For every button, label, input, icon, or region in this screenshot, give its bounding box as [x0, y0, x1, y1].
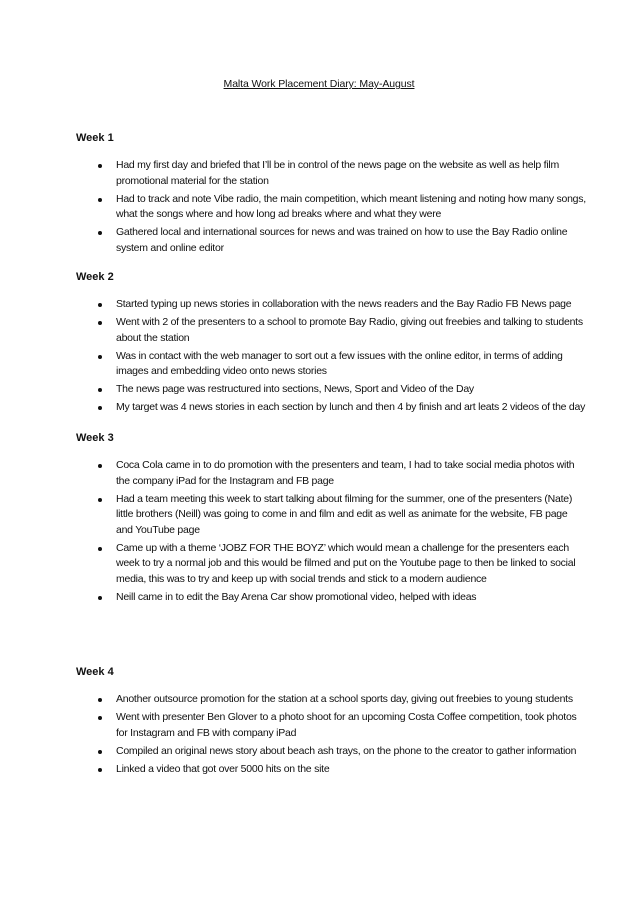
list-item — [76, 225, 576, 256]
bullet-icon — [98, 464, 102, 468]
bullet-icon — [98, 321, 102, 325]
list-item-text: Came up with a theme ‘JOBZ FOR THE BOYZ’ which would mean a challenge for the presenters each week to try a normal job and this would be filmed and put on the Youtube page to then be linked to social media, this was to try and keep up with social trends and stick to a modern audience — [116, 541, 576, 585]
week-heading: Week 2 — [76, 271, 114, 283]
week-item-list — [76, 692, 576, 777]
list-item — [76, 492, 576, 539]
list-item — [76, 590, 576, 606]
week-section — [76, 430, 576, 608]
list-item-text: Had a team meeting this week to start talking about filming for the summer, one of the presenters (Nate) little brothers (Neill) was going to come in and film and edit as well as animate for the website, FB page and YouTube page — [116, 492, 573, 536]
list-item-text: Coca Cola came in to do promotion with the presenters and team, I had to take social media photos with the company iPad for the Instagram and FB page — [116, 459, 575, 487]
bullet-icon — [98, 768, 102, 772]
list-item — [76, 158, 576, 189]
bullet-icon — [98, 303, 102, 307]
list-item — [76, 382, 576, 398]
bullet-icon — [98, 355, 102, 359]
list-item — [76, 315, 583, 346]
list-item-text: Had my first day and briefed that I’ll be in control of the news page on the website as well as help film promotional material for the station — [116, 159, 559, 187]
list-item-text: Went with presenter Ben Glover to a photo shoot for an upcoming Costa Coffee competition, took photos for Instagram and FB with company iPad — [116, 710, 577, 739]
list-item — [76, 744, 576, 760]
week-heading: Week 3 — [76, 432, 114, 444]
list-item-text: Linked a video that got over 5000 hits on the site — [116, 762, 330, 775]
bullet-icon — [98, 698, 102, 702]
bullet-icon — [98, 547, 102, 551]
list-item — [76, 762, 576, 778]
bullet-icon — [98, 198, 102, 202]
bullet-icon — [98, 406, 102, 410]
list-item-text: Another outsource promotion for the station at a school sports day, giving out freebies to young students — [116, 693, 573, 705]
list-item — [76, 710, 576, 741]
list-item-text: My target was 4 news stories in each section by lunch and then 4 by finish and art leats 2 videos of the day — [116, 401, 586, 414]
list-item — [76, 541, 576, 588]
list-item — [76, 400, 586, 416]
list-item — [76, 297, 576, 313]
list-item-text: Had to track and note Vibe radio, the main competition, which meant listening and noting how many songs, what the songs where and how long ad breaks where and what they were — [116, 192, 586, 221]
bullet-icon — [98, 498, 102, 502]
list-item-text: Compiled an original news story about beach ash trays, on the phone to the creator to gather information — [116, 744, 577, 757]
week-item-list — [76, 158, 586, 256]
list-item — [76, 458, 576, 489]
list-item-text: Gathered local and international sources for news and was trained on how to use the Bay Radio online system and online editor — [116, 226, 568, 254]
week-section — [76, 664, 576, 780]
list-item-text: The news page was restructured into sections, News, Sport and Video of the Day — [116, 383, 474, 396]
list-item — [76, 692, 576, 708]
list-item — [76, 192, 586, 223]
list-item-text: Went with 2 of the presenters to a school to promote Bay Radio, giving out freebies and talking to students about the station — [116, 315, 583, 344]
week-heading: Week 1 — [76, 132, 114, 144]
bullet-icon — [98, 388, 102, 392]
list-item — [76, 349, 576, 380]
bullet-icon — [98, 164, 102, 168]
bullet-icon — [98, 596, 102, 600]
list-item-text: Was in contact with the web manager to sort out a few issues with the online editor, in terms of adding images and embedding video onto news stories — [116, 349, 563, 378]
week-heading: Week 4 — [76, 666, 114, 678]
list-item-text: Neill came in to edit the Bay Arena Car show promotional video, helped with ideas — [116, 590, 477, 603]
bullet-icon — [98, 750, 102, 754]
bullet-icon — [98, 231, 102, 235]
week-item-list — [76, 458, 576, 606]
document-title: Malta Work Placement Diary: May-August — [223, 78, 415, 90]
week-section — [76, 269, 586, 418]
week-section — [76, 130, 586, 259]
week-item-list — [76, 297, 586, 416]
list-item-text: Started typing up news stories in collaboration with the news readers and the Bay Radio FB News page — [116, 298, 572, 310]
bullet-icon — [98, 716, 102, 720]
